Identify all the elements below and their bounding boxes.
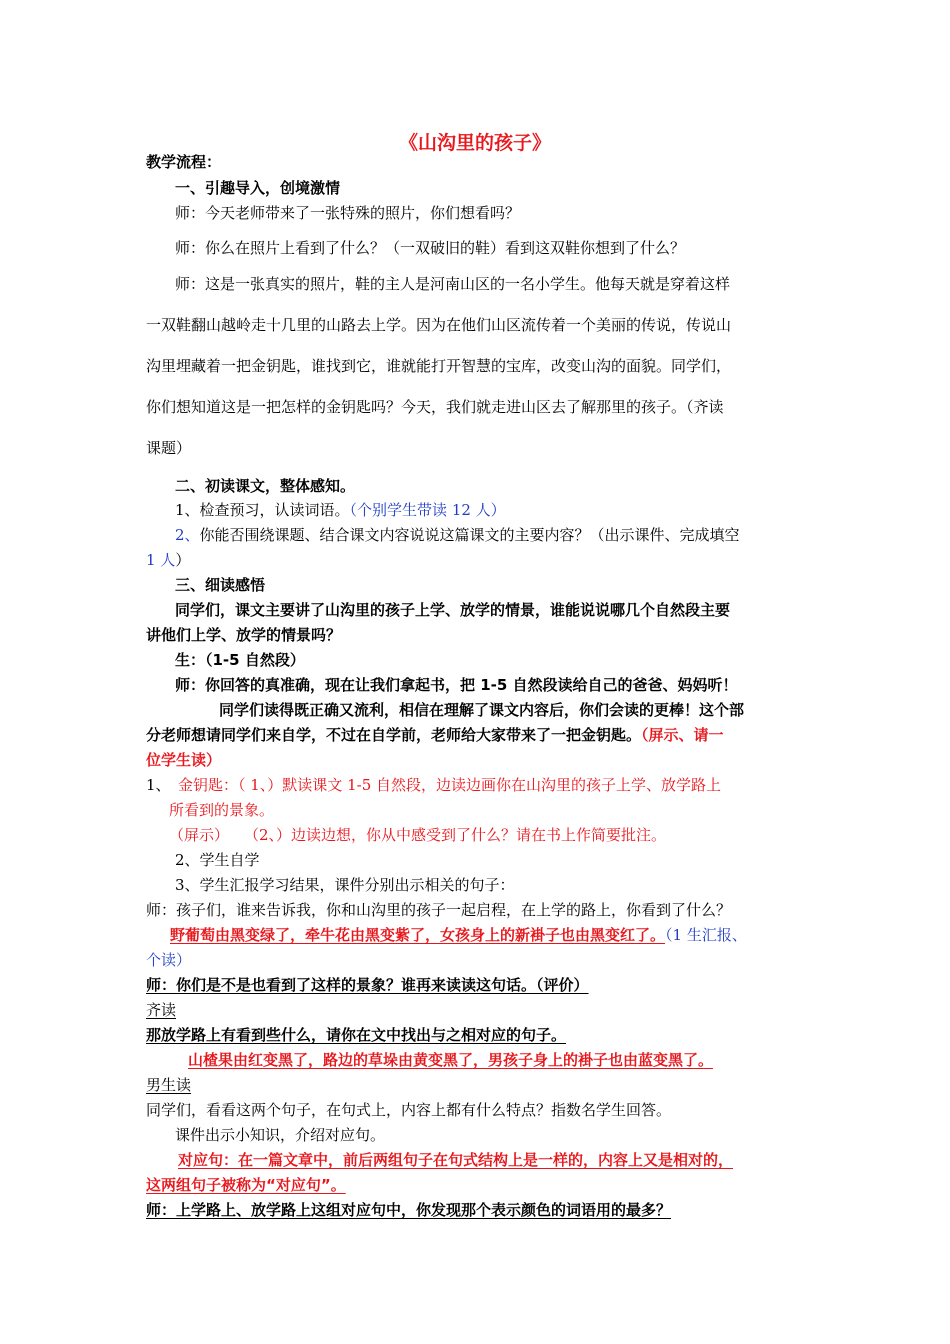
- sentence-1-line: [146, 925, 747, 945]
- s2-item-2: [175, 525, 740, 545]
- s1-paragraph-2: 师：你么在照片上看到了什么？（一双破旧的鞋）看到这双鞋你想到了什么？: [175, 239, 686, 257]
- section-2-heading: 二、初读课文，整体感知。: [175, 477, 356, 495]
- sentence-2: 山楂果由红变黑了，路边的草垛由黄变黑了，男孩子身上的褂子也由蓝变黑了。: [188, 1051, 714, 1069]
- s2-item-2-number: 2、: [175, 526, 200, 544]
- s3-praise-line-2: [146, 725, 724, 745]
- teacher-ask-5: 师：上学路上、放学路上这组对应句中，你发现那个表示颜色的词语用的最多？: [146, 1201, 672, 1219]
- teacher-ask-2: 师：你们是不是也看到了这样的景象？谁再来读读这句话。（评价）: [146, 976, 589, 994]
- sentence-2-line: [146, 1050, 713, 1070]
- boys-read-label: 男生读: [146, 1076, 192, 1094]
- definition-line-1: [146, 1150, 733, 1170]
- s3-teacher-reply: 师：你回答的真准确，现在让我们拿起书，把 1-5 自然段读给自己的爸爸、妈妈听！: [175, 676, 738, 694]
- s3-praise-line-1: 同学们读得既正确又流利，相信在理解了课文内容后，你们会读的更棒！这个部: [219, 701, 745, 719]
- s2-item-2-note: 1 人: [146, 551, 176, 569]
- definition-line-2: 这两组句子被称为“对应句”。: [146, 1176, 346, 1194]
- s2-item-2-continued: [146, 550, 190, 570]
- report-step: 3、学生汇报学习结果，课件分别出示相关的句子：: [175, 876, 515, 894]
- self-study-step: 2、学生自学: [175, 851, 260, 869]
- teacher-ask-3: 那放学路上有看到些什么，请你在文中找出与之相对应的句子。: [146, 1026, 567, 1044]
- courseware-intro: 课件出示小知识，介绍对应句。: [175, 1126, 386, 1144]
- s1-paragraph-3-line-2: 一双鞋翻山越岭走十几里的山路去上学。因为在他们山区流传着一个美丽的传说，传说山: [146, 316, 732, 334]
- section-1-heading: 一、引趣导入，创境激情: [175, 179, 341, 197]
- definition-text-1: 对应句：在一篇文章中，前后两组句子在句式结构上是一样的，内容上又是相对的，: [178, 1151, 734, 1169]
- s1-paragraph-3-line-5: 课题）: [146, 439, 192, 457]
- golden-key-line-2: 所看到的景象。: [169, 801, 275, 819]
- golden-key-line-3: （屏示） （2、）边读边想，你从中感受到了什么？请在书上作简要批注。: [169, 826, 667, 844]
- s2-item-1-note: （个别学生带读 12 人）: [349, 501, 506, 519]
- s2-item-2-close: ）: [175, 551, 191, 569]
- flow-label: 教学流程：: [146, 153, 222, 171]
- read-all-label: 齐读: [146, 1001, 177, 1019]
- sentence-1-note-continued: 个读）: [146, 951, 192, 969]
- s2-item-1-text: 1、检查预习，认读词语。: [175, 501, 350, 519]
- s2-item-1: [175, 500, 506, 520]
- golden-key-number: 1、: [146, 776, 171, 794]
- s3-question-line-2: 讲他们上学、放学的情景吗？: [146, 626, 342, 644]
- s3-student-answer: 生：（1-5 自然段）: [175, 651, 305, 669]
- golden-key-line-1: 金钥匙：（ 1、）默读课文 1-5 自然段，边读边画你在山沟里的孩子上学、放学路上: [178, 776, 722, 794]
- s3-praise-note-line-3: 位学生读）: [146, 751, 222, 769]
- s1-paragraph-3-line-4: 你们想知道这是一把怎样的金钥匙吗？今天，我们就走进山区去了解那里的孩子。（齐读: [146, 398, 724, 416]
- s2-item-2-text: 你能否围绕课题、结合课文内容说说这篇课文的主要内容？（出示课件、完成填空: [199, 526, 740, 544]
- s3-question-line-1: 同学们，课文主要讲了山沟里的孩子上学、放学的情景，谁能说说哪几个自然段主要: [175, 601, 731, 619]
- s1-paragraph-1: 师：今天老师带来了一张特殊的照片，你们想看吗？: [175, 204, 521, 222]
- section-3-heading: 三、细读感悟: [175, 576, 266, 594]
- sentence-1-note: （1 生汇报、: [665, 926, 747, 944]
- s3-praise-note: （屏示、请一: [641, 726, 724, 744]
- page-title: 《山沟里的孩子》: [398, 132, 551, 154]
- s1-paragraph-3-line-3: 沟里埋藏着一把金钥匙，谁找到它，谁就能打开智慧的宝库，改变山沟的面貌。同学们，: [146, 357, 732, 375]
- s1-paragraph-3-line-1: 师：这是一张真实的照片，鞋的主人是河南山区的一名小学生。他每天就是穿着这样: [175, 275, 731, 293]
- teacher-ask-4: 同学们，看看这两个句子，在句式上，内容上都有什么特点？指数名学生回答。: [146, 1101, 672, 1119]
- s3-praise-text: 分老师想请同学们来自学，不过在自学前，老师给大家带来了一把金钥匙。: [146, 726, 642, 744]
- sentence-1: 野葡萄由黑变绿了，牵牛花由黑变紫了，女孩身上的新褂子也由黑变红了。: [170, 926, 666, 944]
- teacher-ask-1: 师：孩子们，谁来告诉我，你和山沟里的孩子一起启程，在上学的路上，你看到了什么？: [146, 901, 732, 919]
